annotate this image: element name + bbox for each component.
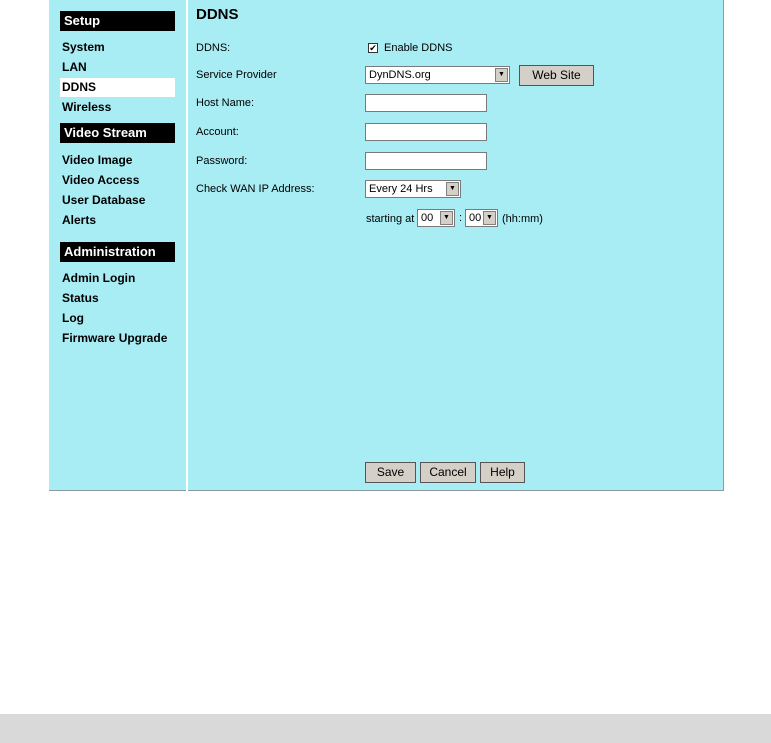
chevron-down-icon[interactable]: ▼ <box>446 182 459 196</box>
page-title: DDNS <box>196 6 239 23</box>
hour-select[interactable] <box>417 209 455 227</box>
sidebar-divider <box>186 0 188 491</box>
minute-value: 00 <box>469 212 482 224</box>
service-provider-select[interactable] <box>365 66 510 84</box>
sidebar-item-lan[interactable]: LAN <box>62 60 87 74</box>
bottom-bar <box>0 714 771 743</box>
host-name-label: Host Name: <box>196 97 255 109</box>
sidebar-item-video-access[interactable]: Video Access <box>62 173 140 187</box>
sidebar-item-admin-login[interactable]: Admin Login <box>62 271 136 285</box>
sidebar-item-system[interactable]: System <box>62 40 105 54</box>
starting-at-label: starting at <box>366 213 415 225</box>
password-input[interactable] <box>365 152 487 170</box>
chevron-down-icon[interactable]: ▼ <box>483 211 496 225</box>
hour-value: 00 <box>421 212 434 224</box>
service-provider-label: Service Provider <box>196 69 277 81</box>
account-label: Account: <box>196 126 239 138</box>
setup-heading: Setup <box>60 11 175 31</box>
account-input[interactable] <box>365 123 487 141</box>
enable-ddns-checkbox[interactable] <box>368 43 378 53</box>
check-wan-ip-select[interactable] <box>365 180 461 198</box>
host-name-input[interactable] <box>365 94 487 112</box>
ddns-label: DDNS: <box>196 42 231 54</box>
minute-select[interactable] <box>465 209 498 227</box>
time-separator: : <box>459 212 463 224</box>
checkmark-icon: ✔ <box>369 43 377 53</box>
time-format-hint: (hh:mm) <box>502 213 543 225</box>
web-site-button[interactable]: Web Site <box>519 65 594 86</box>
sidebar-item-log[interactable]: Log <box>62 311 84 325</box>
sidebar-item-video-image[interactable]: Video Image <box>62 153 133 167</box>
sidebar-item-wireless[interactable]: Wireless <box>62 100 112 114</box>
enable-ddns-label: Enable DDNS <box>384 42 453 54</box>
sidebar-item-status[interactable]: Status <box>62 291 99 305</box>
sidebar-item-user-database[interactable]: User Database <box>62 193 146 207</box>
check-wan-ip-label: Check WAN IP Address: <box>196 183 315 195</box>
password-label: Password: <box>196 155 248 167</box>
chevron-down-icon[interactable]: ▼ <box>495 68 508 82</box>
save-button[interactable]: Save <box>365 462 416 483</box>
cancel-button[interactable]: Cancel <box>420 462 476 483</box>
chevron-down-icon[interactable]: ▼ <box>440 211 453 225</box>
sidebar-item-firmware-upgrade[interactable]: Firmware Upgrade <box>62 331 168 345</box>
administration-heading: Administration <box>60 242 175 262</box>
video-stream-heading: Video Stream <box>60 123 175 143</box>
service-provider-value: DynDNS.org <box>369 69 431 81</box>
check-wan-ip-value: Every 24 Hrs <box>369 183 433 195</box>
sidebar-item-ddns[interactable]: DDNS <box>60 78 175 97</box>
help-button[interactable]: Help <box>480 462 525 483</box>
sidebar-item-alerts[interactable]: Alerts <box>62 213 97 227</box>
